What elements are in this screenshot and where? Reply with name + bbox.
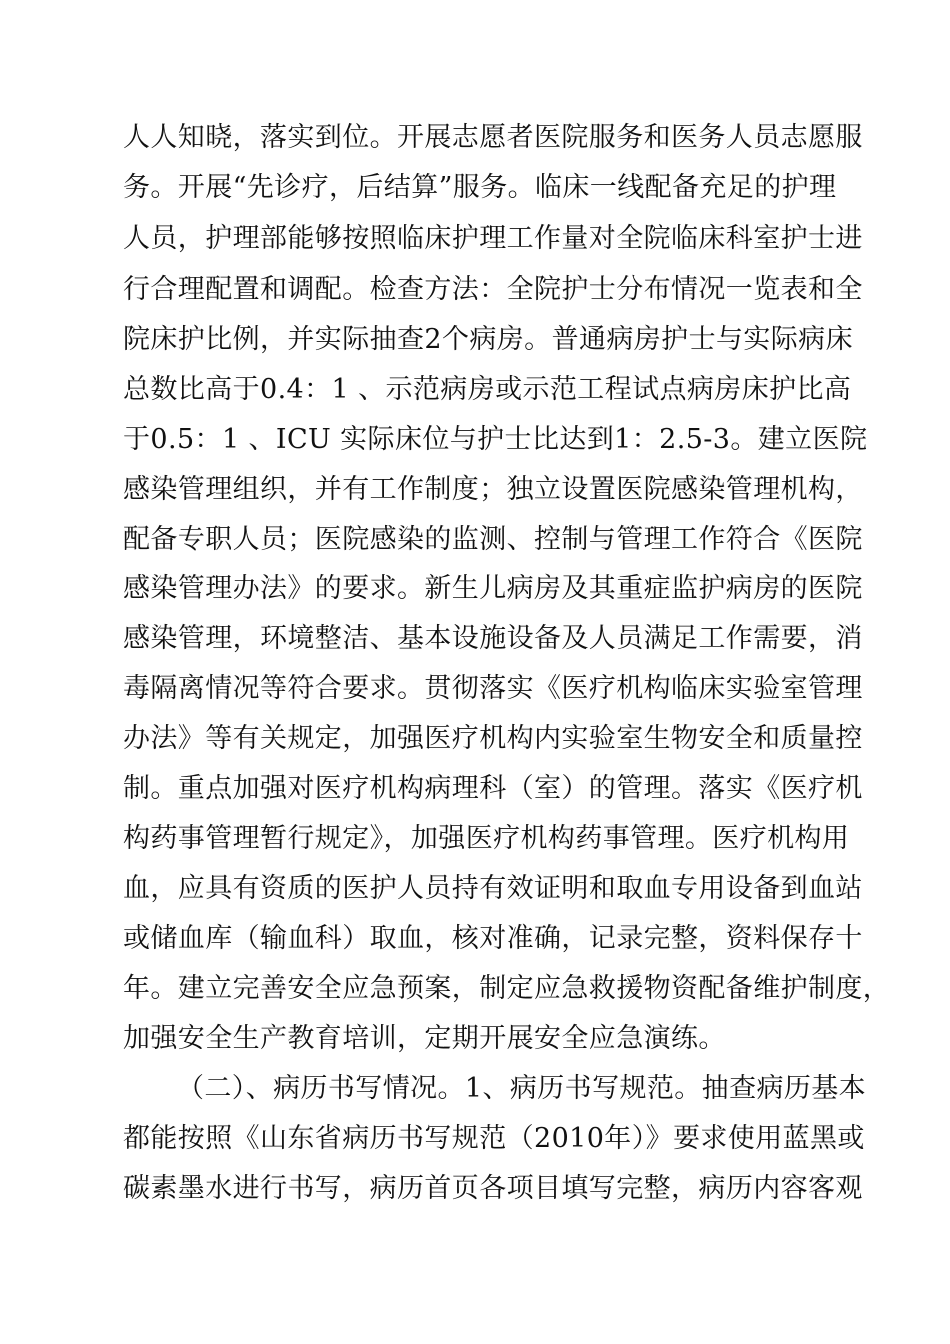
text-line: 感染管理组织，并有工作制度；独立设置医院感染管理机构， — [123, 474, 863, 505]
text-line: 碳素墨水进行书写，病历首页各项目填写完整，病历内容客观 — [123, 1173, 863, 1204]
text-line: 感染管理办法》的要求。新生儿病房及其重症监护病房的医院 — [123, 573, 863, 604]
text-line: 人人知晓，落实到位。开展志愿者医院服务和医务人员志愿服 — [123, 122, 863, 153]
text-line: 院床护比例，并实际抽查2个病房。普通病房护士与实际病床 — [123, 324, 853, 355]
text-line: 人员，护理部能够按照临床护理工作量对全院临床科室护士进 — [123, 223, 863, 254]
text-line: 配备专职人员；医院感染的监测、控制与管理工作符合《医院 — [123, 524, 863, 555]
text-line: 构药事管理暂行规定》，加强医疗机构药事管理。医疗机构用 — [123, 823, 850, 854]
text-line: 总数比高于0.4：1 、示范病房或示范工程试点病房床护比高 — [123, 374, 852, 405]
text-line: 感染管理，环境整洁、基本设施设备及人员满足工作需要，消 — [123, 623, 863, 654]
text-line: 年。建立完善安全应急预案，制定应急救援物资配备维护制度， — [123, 973, 891, 1004]
text-line: 血，应具有资质的医护人员持有效证明和取血专用设备到血站 — [123, 873, 863, 904]
text-line: 都能按照《山东省病历书写规范（2010年）》要求使用蓝黑或 — [123, 1123, 865, 1154]
text-line: 或储血库（输血科）取血，核对准确，记录完整，资料保存十 — [123, 923, 863, 954]
text-line: 于0.5：1 、ICU 实际床位与护士比达到1：2.5-3。建立医院 — [123, 424, 868, 455]
text-line: 行合理配置和调配。检查方法：全院护士分布情况一览表和全 — [123, 274, 863, 305]
text-line: 毒隔离情况等符合要求。贯彻落实《医疗机构临床实验室管理 — [123, 673, 863, 704]
text-line: 办法》等有关规定，加强医疗机构内实验室生物安全和质量控 — [123, 723, 863, 754]
text-line: 务。开展“先诊疗，后结算”服务。临床一线配备充足的护理 — [123, 172, 837, 203]
paragraph-first-line: （二）、病历书写情况。1、病历书写规范。抽查病历基本 — [177, 1073, 867, 1104]
text-line: 制。重点加强对医疗机构病理科（室）的管理。落实《医疗机 — [123, 773, 863, 804]
text-line: 加强安全生产教育培训，定期开展安全应急演练。 — [123, 1023, 726, 1054]
